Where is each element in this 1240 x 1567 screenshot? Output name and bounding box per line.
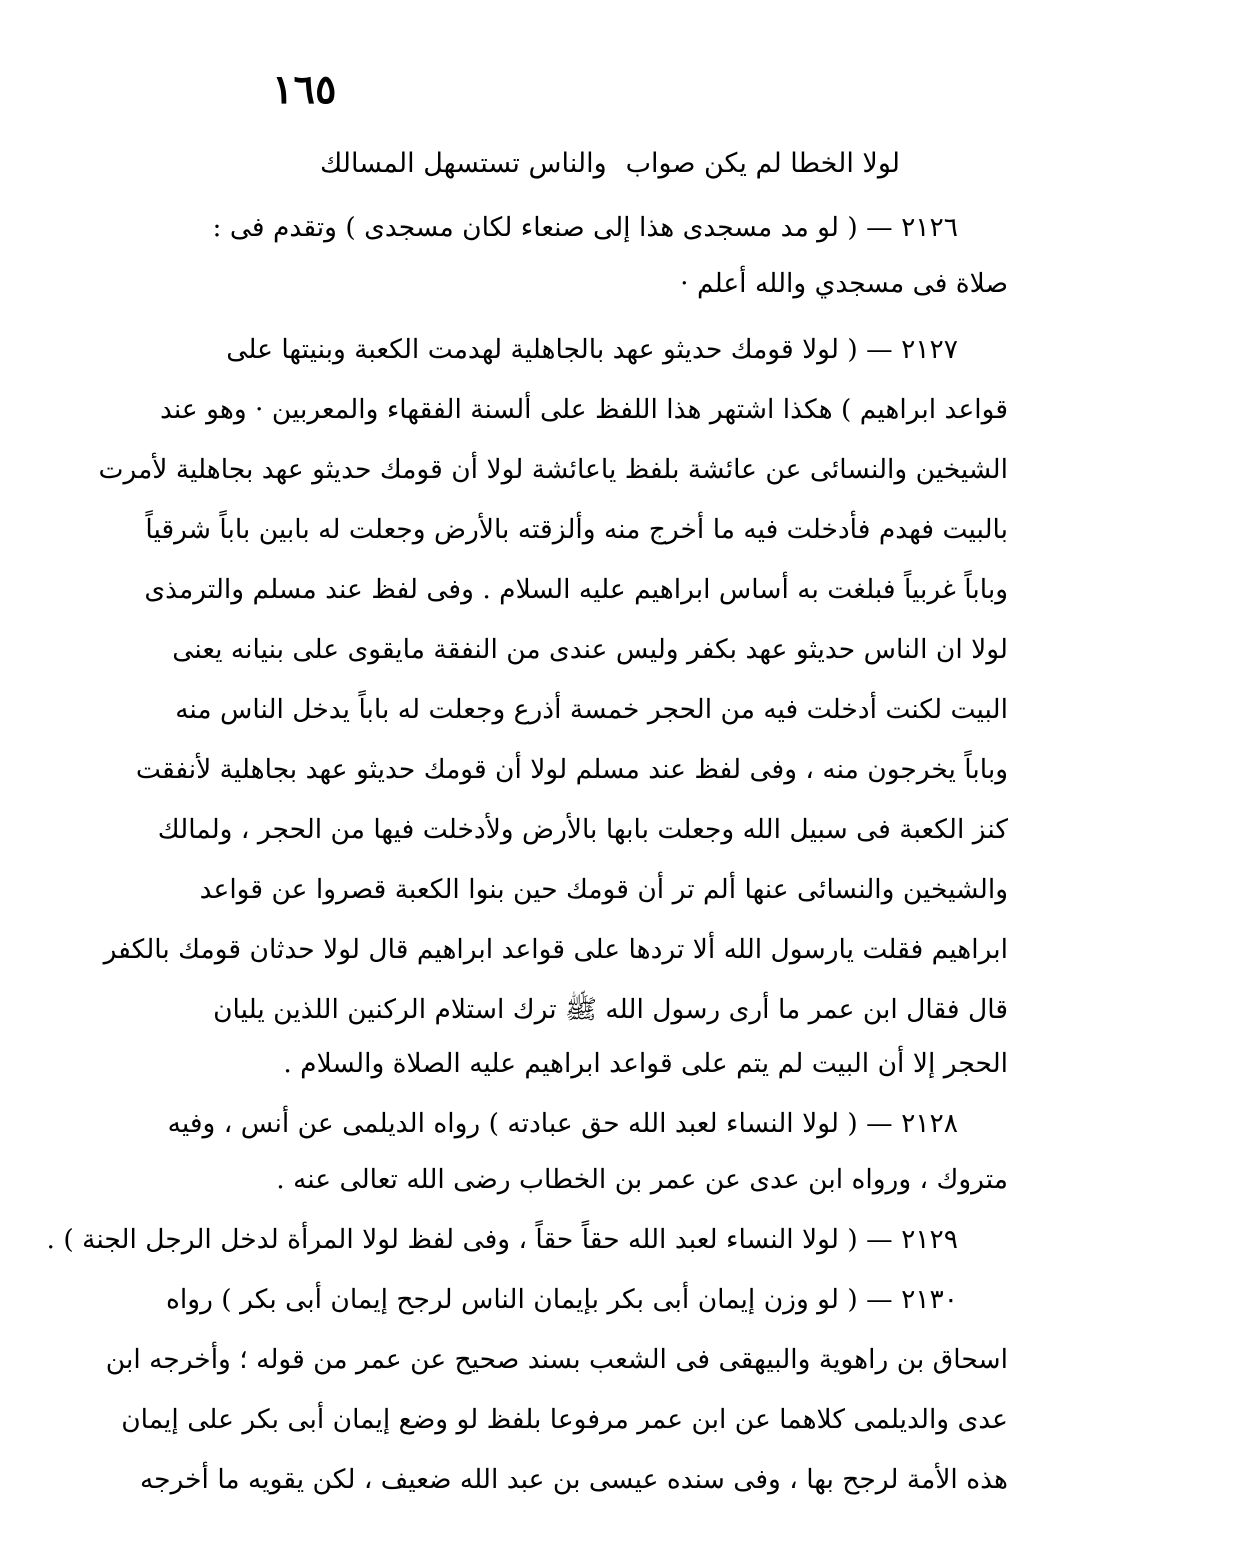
- text-line: الشيخين والنسائى عن عائشة بلفظ ياعائشة لولا أن قومك حديثو عهد بجاهلية لأمرت: [98, 454, 1008, 485]
- text-line: البيت لكنت أدخلت فيه من الحجر خمسة أذرع وجعلت له باباً يدخل الناس منه: [175, 694, 1008, 725]
- text-line: كنز الكعبة فى سبيل الله وجعلت بابها بالأرض ولأدخلت فيها من الحجر ، ولمالك: [157, 814, 1008, 845]
- text-line: وباباً غربياً فبلغت به أساس ابراهيم عليه السلام . وفى لفظ عند مسلم والترمذى: [144, 574, 1008, 605]
- verse-second-hemistich: والناس تستسهل المسالك: [320, 148, 607, 179]
- text-line: ٢١٣٠ — ( لو وزن إيمان أبى بكر بإيمان الناس لرجح إيمان أبى بكر ) رواه: [166, 1284, 958, 1315]
- page-number: ١٦٥: [272, 66, 337, 113]
- text-line: لولا ان الناس حديثو عهد بكفر وليس عندى من النفقة مايقوى على بنيانه يعنى: [172, 634, 1008, 665]
- text-line: وباباً يخرجون منه ، وفى لفظ عند مسلم لولا أن قومك حديثو عهد بجاهلية لأنفقت: [135, 754, 1008, 785]
- text-line: قال فقال ابن عمر ما أرى رسول الله ﷺ ترك استلام الركنين اللذين يليان: [213, 994, 1008, 1025]
- text-line: متروك ، ورواه ابن عدى عن عمر بن الخطاب رضى الله تعالى عنه .: [276, 1164, 1008, 1195]
- text-line: هذه الأمة لرجح بها ، وفى سنده عيسى بن عبد الله ضعيف ، لكن يقويه ما أخرجه: [139, 1464, 1008, 1495]
- text-line: قواعد ابراهيم ) هكذا اشتهر هذا اللفظ على ألسنة الفقهاء والمعربين · وهو عند: [160, 394, 1008, 425]
- text-line: والشيخين والنسائى عنها ألم تر أن قومك حين بنوا الكعبة قصروا عن قواعد: [199, 874, 1008, 905]
- text-line: ٢١٢٩ — ( لولا النساء لعبد الله حقاً حقاً ، وفى لفظ لولا المرأة لدخل الرجل الجنة ) .: [46, 1224, 958, 1255]
- text-line: بالبيت فهدم فأدخلت فيه ما أخرج منه وألزقته بالأرض وجعلت له بابين باباً شرقياً: [145, 514, 1008, 545]
- text-line: ٢١٢٨ — ( لولا النساء لعبد الله حق عبادته ) رواه الديلمى عن أنس ، وفيه: [167, 1108, 958, 1139]
- verse-line: [320, 148, 900, 180]
- text-line: صلاة فى مسجدي والله أعلم ·: [680, 268, 1008, 299]
- text-line: الحجر إلا أن البيت لم يتم على قواعد ابراهيم عليه الصلاة والسلام .: [283, 1048, 1008, 1079]
- text-line: عدى والديلمى كلاهما عن ابن عمر مرفوعا بلفظ لو وضع إيمان أبى بكر على إيمان: [121, 1404, 1008, 1435]
- text-line: ٢١٢٦ — ( لو مد مسجدى هذا إلى صنعاء لكان مسجدى ) وتقدم فى :: [212, 212, 958, 243]
- text-line: اسحاق بن راهوية والبيهقى فى الشعب بسند صحيح عن عمر من قوله ؛ وأخرجه ابن: [105, 1344, 1008, 1375]
- text-line: ابراهيم فقلت يارسول الله ألا تردها على قواعد ابراهيم قال لولا حدثان قومك بالكفر: [103, 934, 1008, 965]
- text-line: ٢١٢٧ — ( لولا قومك حديثو عهد بالجاهلية لهدمت الكعبة وبنيتها على: [226, 334, 958, 365]
- verse-first-hemistich: لولا الخطا لم يكن صواب: [625, 148, 900, 179]
